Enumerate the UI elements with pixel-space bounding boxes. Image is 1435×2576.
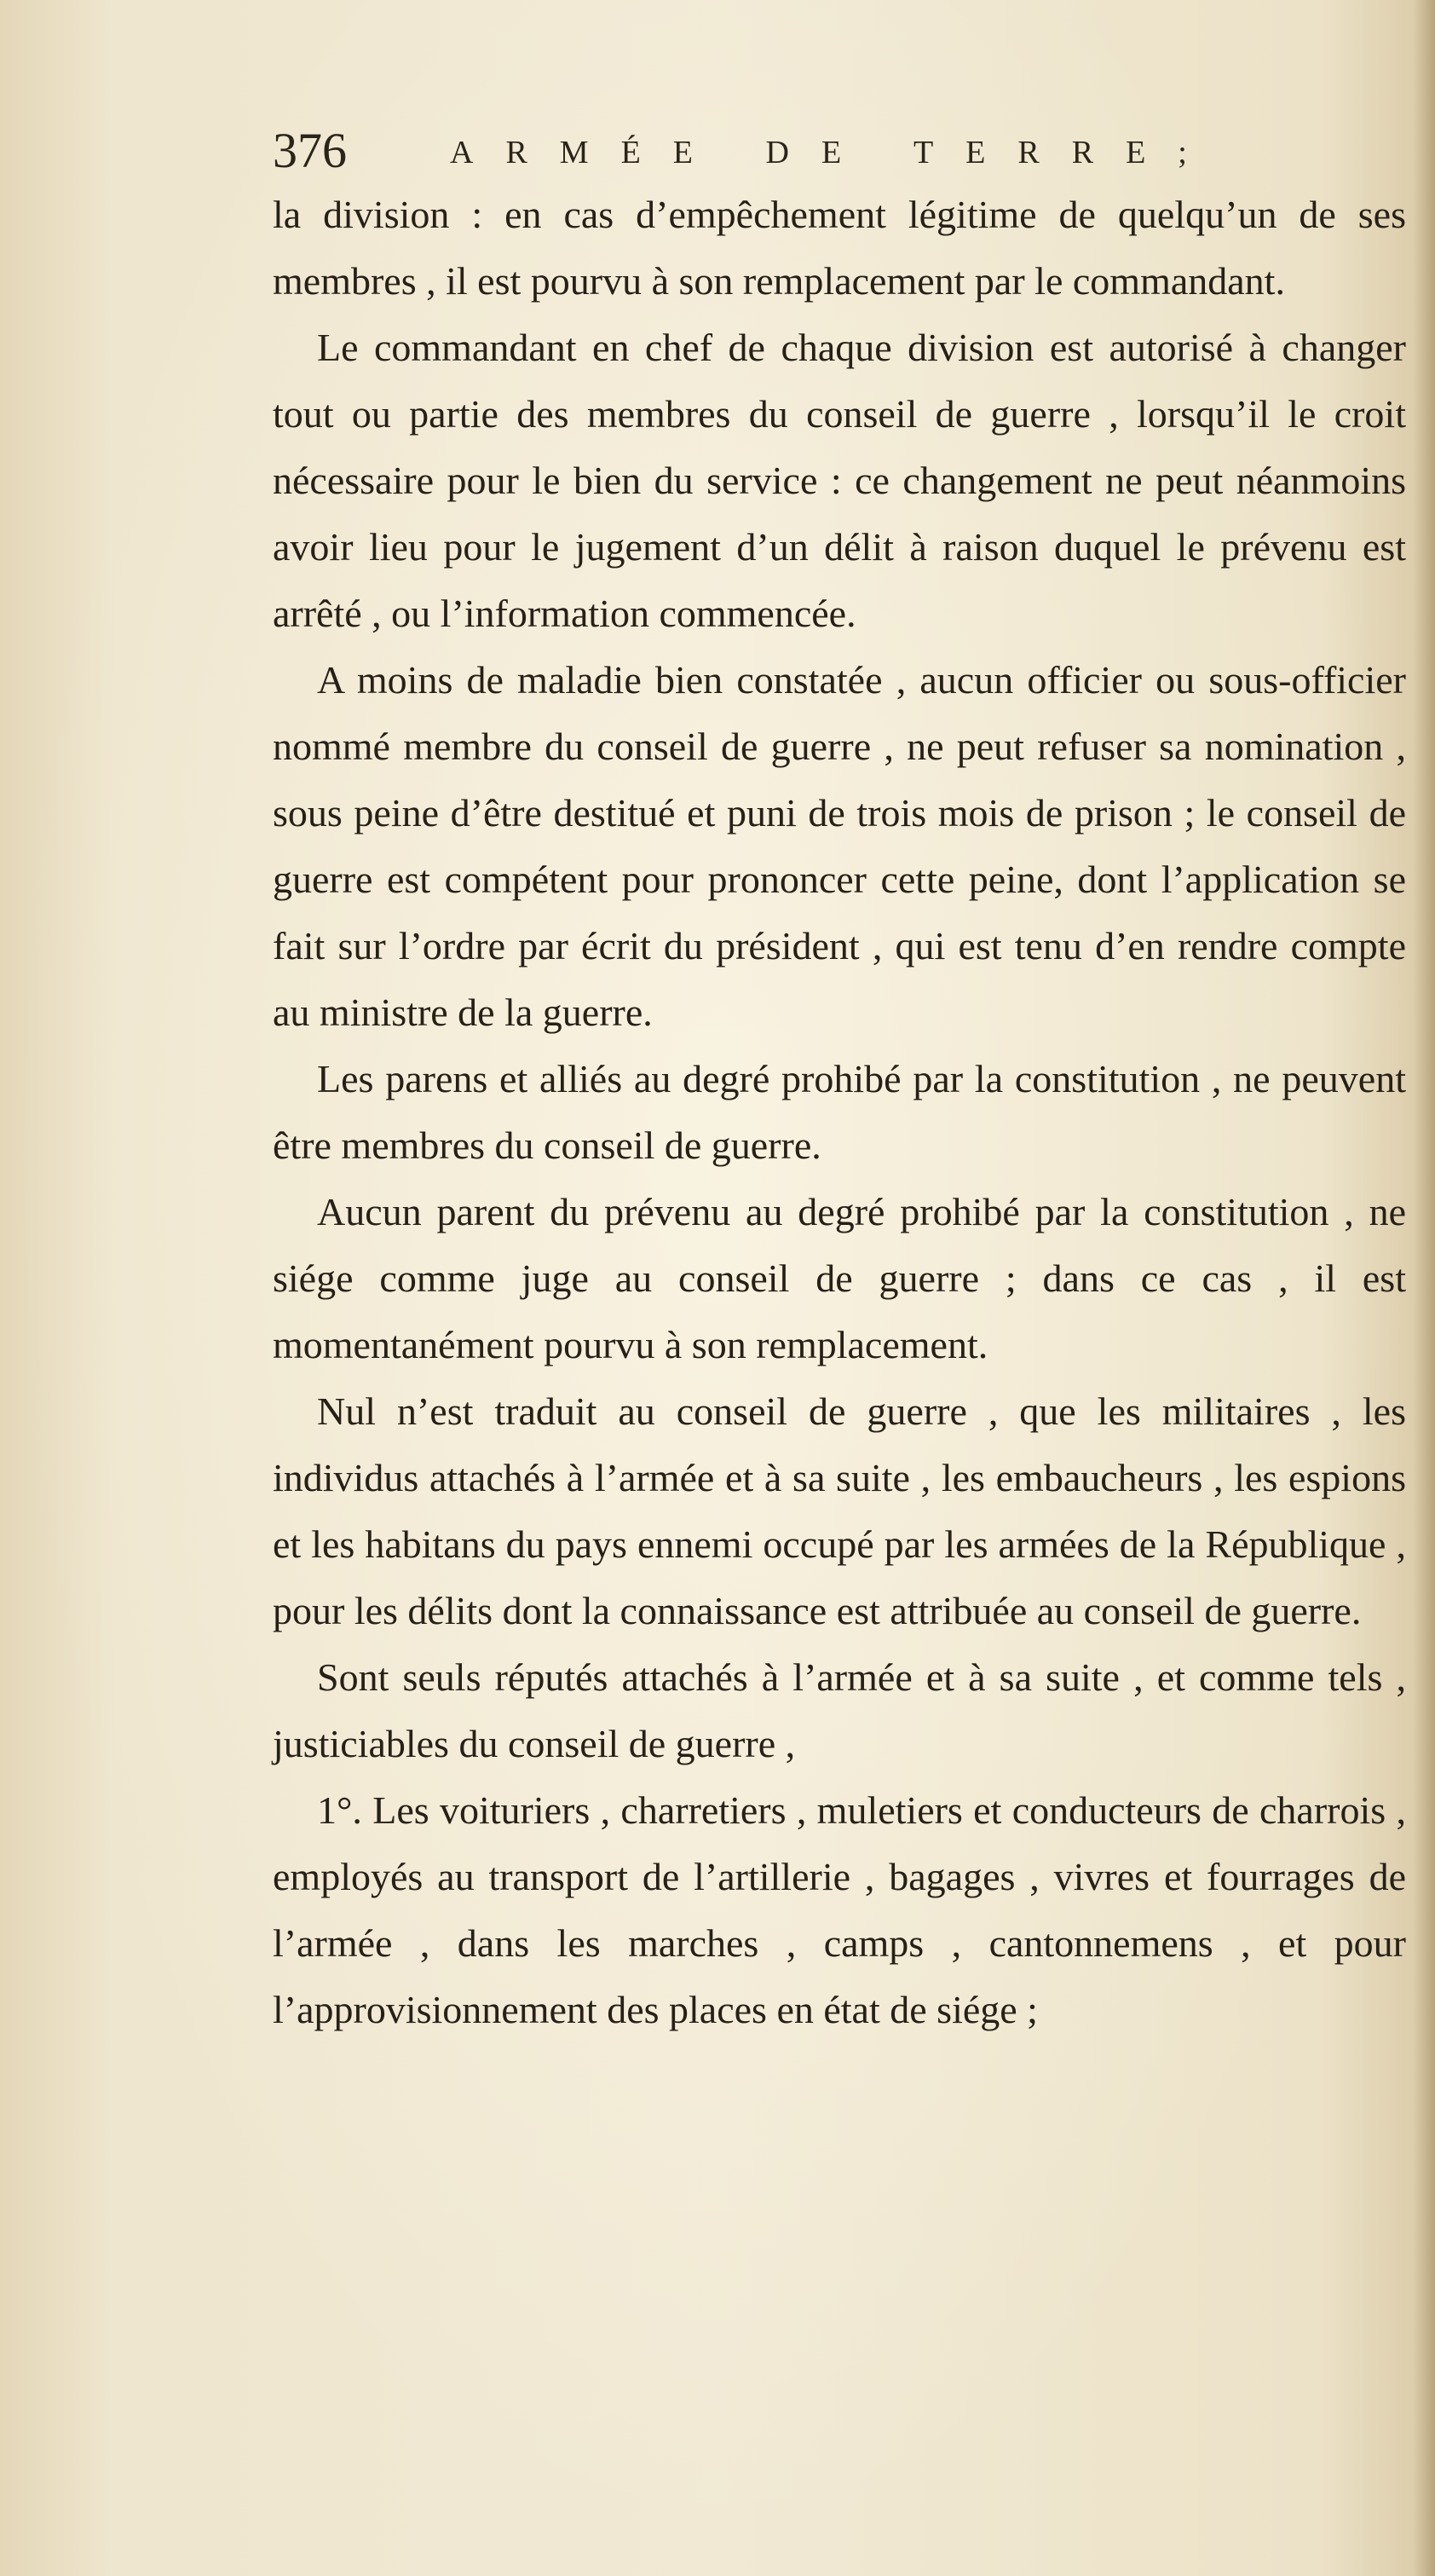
paragraph: A moins de maladie bien constatée , aucun officier ou sous-officier nommé membre du conseil de guerre , ne peut refuser sa nomination , sous peine d’être destitué et puni de trois mois de prison ; le conseil de guerre est compétent pour prononcer cette peine, dont l’application se fait sur l’ordre par écrit du président , qui est tenu d’en rendre compte au ministre de la guerre. [273, 658, 1406, 1034]
body-text [273, 182, 1406, 2043]
paragraph: la division : en cas d’empêchement légitime de quelqu’un de ses membres , il est pourvu à son remplacement par le commandant. [273, 193, 1406, 303]
page-number: 376 [273, 123, 347, 178]
paragraph: Le commandant en chef de chaque division est autorisé à changer tout ou partie des membres du conseil de guerre , lorsqu’il le croit nécessaire pour le bien du service : ce changement ne peut néanmoins avoir lieu pour le jugement d’un délit à raison duquel le prévenu est arrêté , ou l’information commencée. [273, 326, 1406, 635]
page-edge-shadow [1413, 0, 1435, 2576]
paragraph: Aucun parent du prévenu au degré prohibé par la constitution , ne siége comme juge au conseil de guerre ; dans ce cas , il est momentanément pourvu à son remplacement. [273, 1190, 1406, 1366]
paragraph: 1°. Les voituriers , charretiers , muletiers et conducteurs de charrois , employés au transport de l’artillerie , bagages , vivres et fourrages de l’armée , dans les marches , camps , cantonnemens , et pour l’approvisionnement des places en état de siége ; [273, 1788, 1406, 2031]
running-title: ARMÉE DE TERRE; [450, 135, 1219, 170]
paragraph: Les parens et alliés au degré prohibé par la constitution , ne peuvent être membres du conseil de guerre. [273, 1057, 1406, 1167]
paragraph: Sont seuls réputés attachés à l’armée et à sa suite , et comme tels , justiciables du conseil de guerre , [273, 1655, 1406, 1765]
paragraph: Nul n’est traduit au conseil de guerre , que les militaires , les individus attachés à l’armée et à sa suite , les embaucheurs , les espions et les habitans du pays ennemi occupé par les armées de la République , pour les délits dont la connaissance est attribuée au conseil de guerre. [273, 1389, 1406, 1632]
running-head [273, 121, 1406, 189]
